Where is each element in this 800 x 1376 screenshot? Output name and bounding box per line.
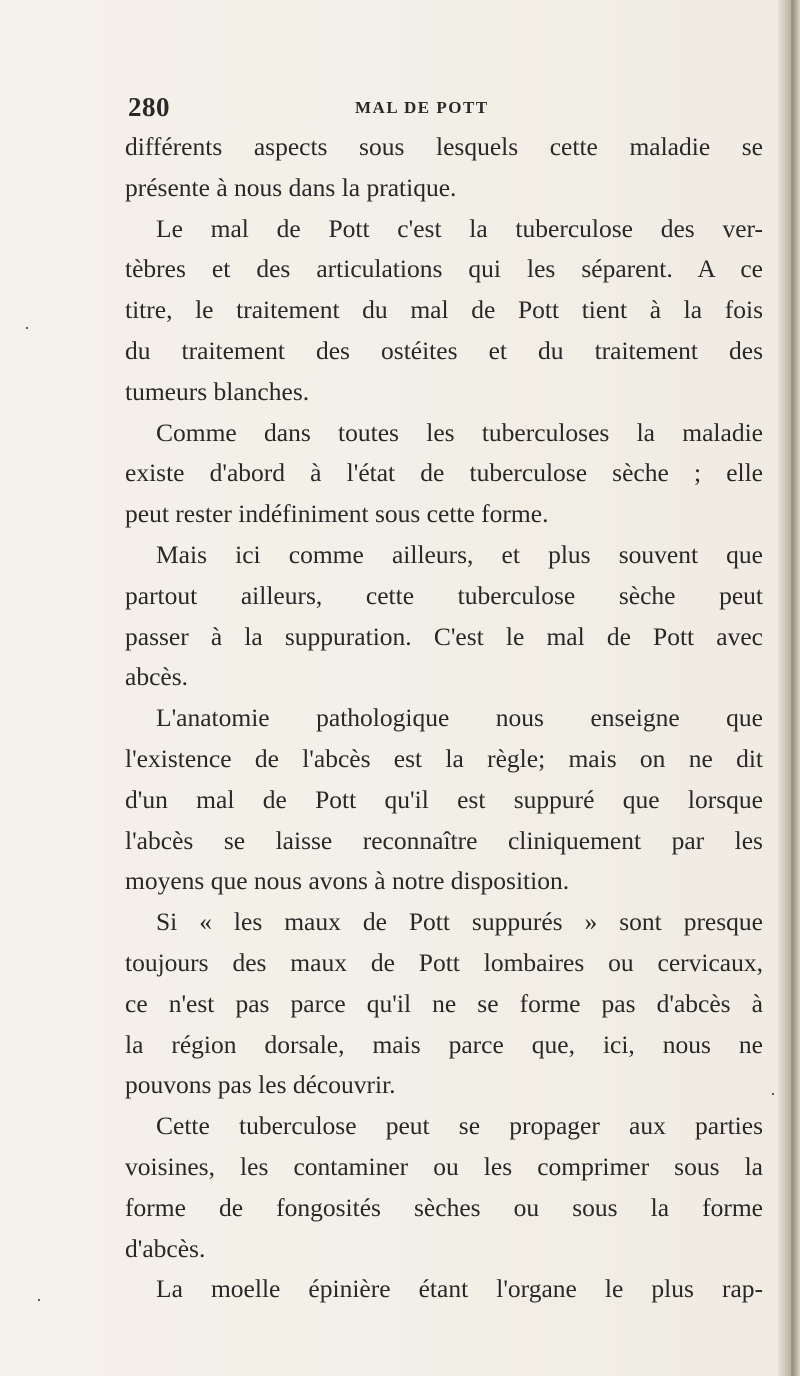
text-line: Comme dans toutes les tuberculoses la maladie: [156, 417, 763, 447]
text-line: moyens que nous avons à notre disposition.: [125, 866, 570, 896]
margin-speck: ·: [36, 1290, 42, 1310]
text-line: L'anatomie pathologique nous enseigne que: [156, 703, 763, 733]
text-line: la région dorsale, mais parce que, ici, nous ne: [125, 1029, 763, 1059]
text-line: forme de fongosités sèches ou sous la forme: [125, 1192, 763, 1222]
text-line: d'abcès.: [125, 1233, 206, 1263]
text-line: voisines, les contaminer ou les comprimer sous la: [125, 1151, 763, 1181]
text-line: abcès.: [125, 662, 189, 692]
text-line: différents aspects sous lesquels cette maladie se: [125, 132, 763, 161]
text-line: peut rester indéfiniment sous cette forme.: [125, 499, 549, 529]
page-number: 280: [128, 92, 170, 122]
page-edge-spine: [791, 0, 794, 1376]
text-line: du traitement des ostéites et du traitement des: [125, 335, 763, 365]
margin-speck: ·: [24, 318, 30, 338]
text-line: Le mal de Pott c'est la tuberculose des ver-: [156, 213, 763, 243]
text-line: tèbres et des articulations qui les séparent. A ce: [125, 254, 763, 284]
text-line: toujours des maux de Pott lombaires ou cervicaux,: [125, 947, 763, 977]
text-line: Si « les maux de Pott suppurés » sont presque: [156, 907, 763, 937]
text-line: présente à nous dans la pratique.: [125, 172, 457, 202]
margin-speck: ·: [770, 1084, 776, 1104]
text-line: titre, le traitement du mal de Pott tient à la fois: [125, 295, 763, 325]
text-line: Mais ici comme ailleurs, et plus souvent que: [156, 539, 763, 569]
text-line: passer à la suppuration. C'est le mal de Pott avec: [125, 621, 763, 651]
text-line: pouvons pas les découvrir.: [125, 1070, 396, 1100]
text-line: d'un mal de Pott qu'il est suppuré que lorsque: [125, 784, 763, 814]
body-text: [125, 127, 763, 1310]
text-line: ce n'est pas parce qu'il ne se forme pas d'abcès à: [125, 988, 763, 1018]
text-line: partout ailleurs, cette tuberculose sèche peut: [125, 580, 763, 610]
text-line: existe d'abord à l'état de tuberculose sèche ; elle: [125, 458, 763, 488]
text-line: tumeurs blanches.: [125, 376, 310, 406]
text-line: La moelle épinière étant l'organe le plus rap-: [156, 1274, 763, 1304]
text-line: l'existence de l'abcès est la règle; mais on ne dit: [125, 743, 763, 773]
page-edge-shadow: [778, 0, 800, 1376]
text-line: Cette tuberculose peut se propager aux parties: [156, 1111, 763, 1141]
text-line: l'abcès se laisse reconnaître cliniquement par les: [125, 825, 763, 855]
page-header: [128, 92, 768, 126]
running-head: MAL DE POTT: [355, 98, 489, 117]
